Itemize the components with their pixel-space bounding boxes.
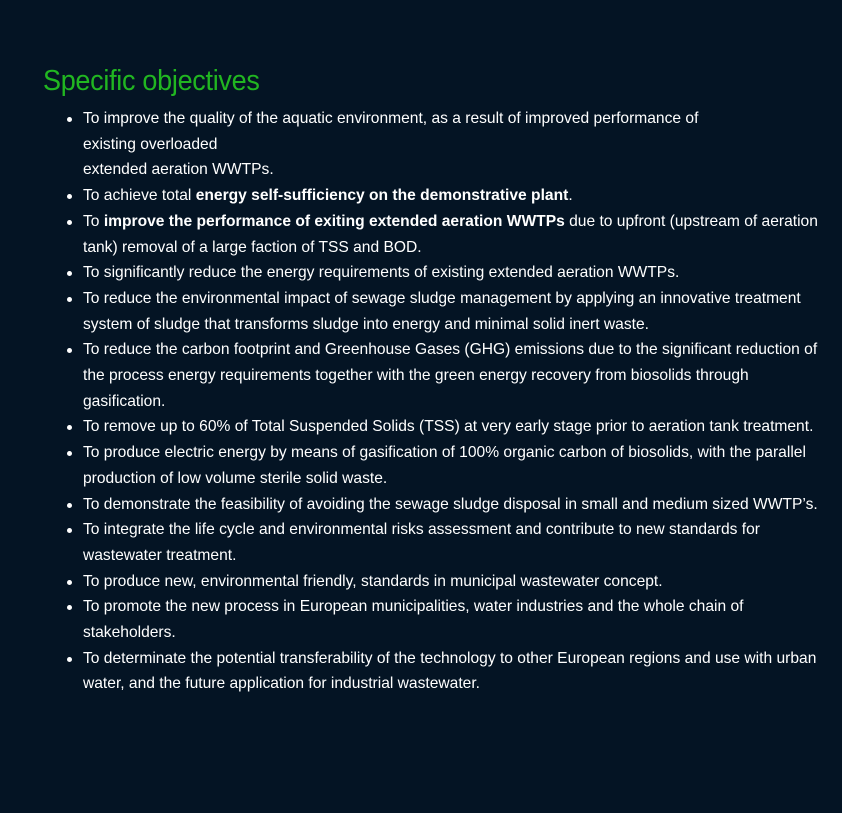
bullet-dot-icon xyxy=(67,580,72,585)
list-item xyxy=(43,646,823,697)
bullet-dot-icon xyxy=(67,297,72,302)
objective-text: due to upfront (upstream of aeration tank) removal of a large faction of TSS and BOD. xyxy=(83,212,818,256)
list-item xyxy=(43,492,823,518)
bullet-dot-icon xyxy=(67,425,72,430)
objective-text: To integrate the life cycle and environmental risks assessment and contribute to new standards for wastewater treatment. xyxy=(83,521,760,564)
objective-line: extended aeration WWTPs. xyxy=(83,161,274,179)
list-item xyxy=(43,260,823,286)
objective-line: To improve the quality of the aquatic environment, as a result of improved performance of xyxy=(83,110,699,127)
objective-text: To demonstrate the feasibility of avoiding the sewage sludge disposal in small and medium sized WWTP’s. xyxy=(83,495,818,513)
objective-text: To significantly reduce the energy requirements of existing extended aeration WWTPs. xyxy=(83,264,680,282)
objective-text: To produce new, environmental friendly, standards in municipal wastewater concept. xyxy=(83,572,663,590)
objective-text: To reduce the carbon footprint and Greenhouse Gases (GHG) emissions due to the significant reduction of the process energy requirements together with the green energy recovery from biosolids through gasification. xyxy=(83,341,818,410)
objective-text: To produce electric energy by means of gasification of 100% organic carbon of biosolids, with the parallel production of low volume sterile solid waste. xyxy=(83,444,806,487)
objective-text: To reduce the environmental impact of sewage sludge management by applying an innovative treatment system of sludge that transforms sludge into energy and minimal solid inert waste. xyxy=(83,289,801,333)
objective-text: To xyxy=(83,212,104,230)
objective-text: To promote the new process in European municipalities, water industries and the whole chain of stakeholders. xyxy=(83,598,744,642)
objectives-list xyxy=(43,106,823,697)
objectives-section xyxy=(43,62,823,697)
bullet-dot-icon xyxy=(67,117,72,122)
objective-text: To determinate the potential transferability of the technology to other European regions and use with urban water, and the future application for industrial wastewater. xyxy=(83,649,817,693)
list-item xyxy=(43,286,823,337)
section-title: Specific objectives xyxy=(43,65,260,97)
list-item xyxy=(43,440,823,491)
list-item xyxy=(43,209,823,260)
list-item xyxy=(43,106,823,183)
objective-line: existing overloaded xyxy=(83,135,218,153)
objective-emphasis: energy self-sufficiency on the demonstrative plant xyxy=(195,187,569,205)
list-item xyxy=(43,569,823,595)
objective-text: . xyxy=(568,187,573,205)
list-item xyxy=(43,183,823,209)
bullet-dot-icon xyxy=(67,194,72,199)
list-item xyxy=(43,517,823,568)
bullet-dot-icon xyxy=(67,451,72,456)
objective-text: To remove up to 60% of Total Suspended Solids (TSS) at very early stage prior to aeration tank treatment. xyxy=(83,418,814,436)
list-item xyxy=(43,337,823,414)
bullet-dot-icon xyxy=(67,528,72,533)
list-item xyxy=(43,594,823,645)
objective-emphasis: improve the performance of exiting extended aeration WWTPs xyxy=(103,212,565,230)
bullet-dot-icon xyxy=(67,657,72,662)
bullet-dot-icon xyxy=(67,271,72,276)
list-item xyxy=(43,414,823,440)
bullet-dot-icon xyxy=(67,220,72,225)
bullet-dot-icon xyxy=(67,348,72,353)
objective-text: To achieve total xyxy=(83,187,196,205)
bullet-dot-icon xyxy=(67,503,72,508)
bullet-dot-icon xyxy=(67,605,72,610)
